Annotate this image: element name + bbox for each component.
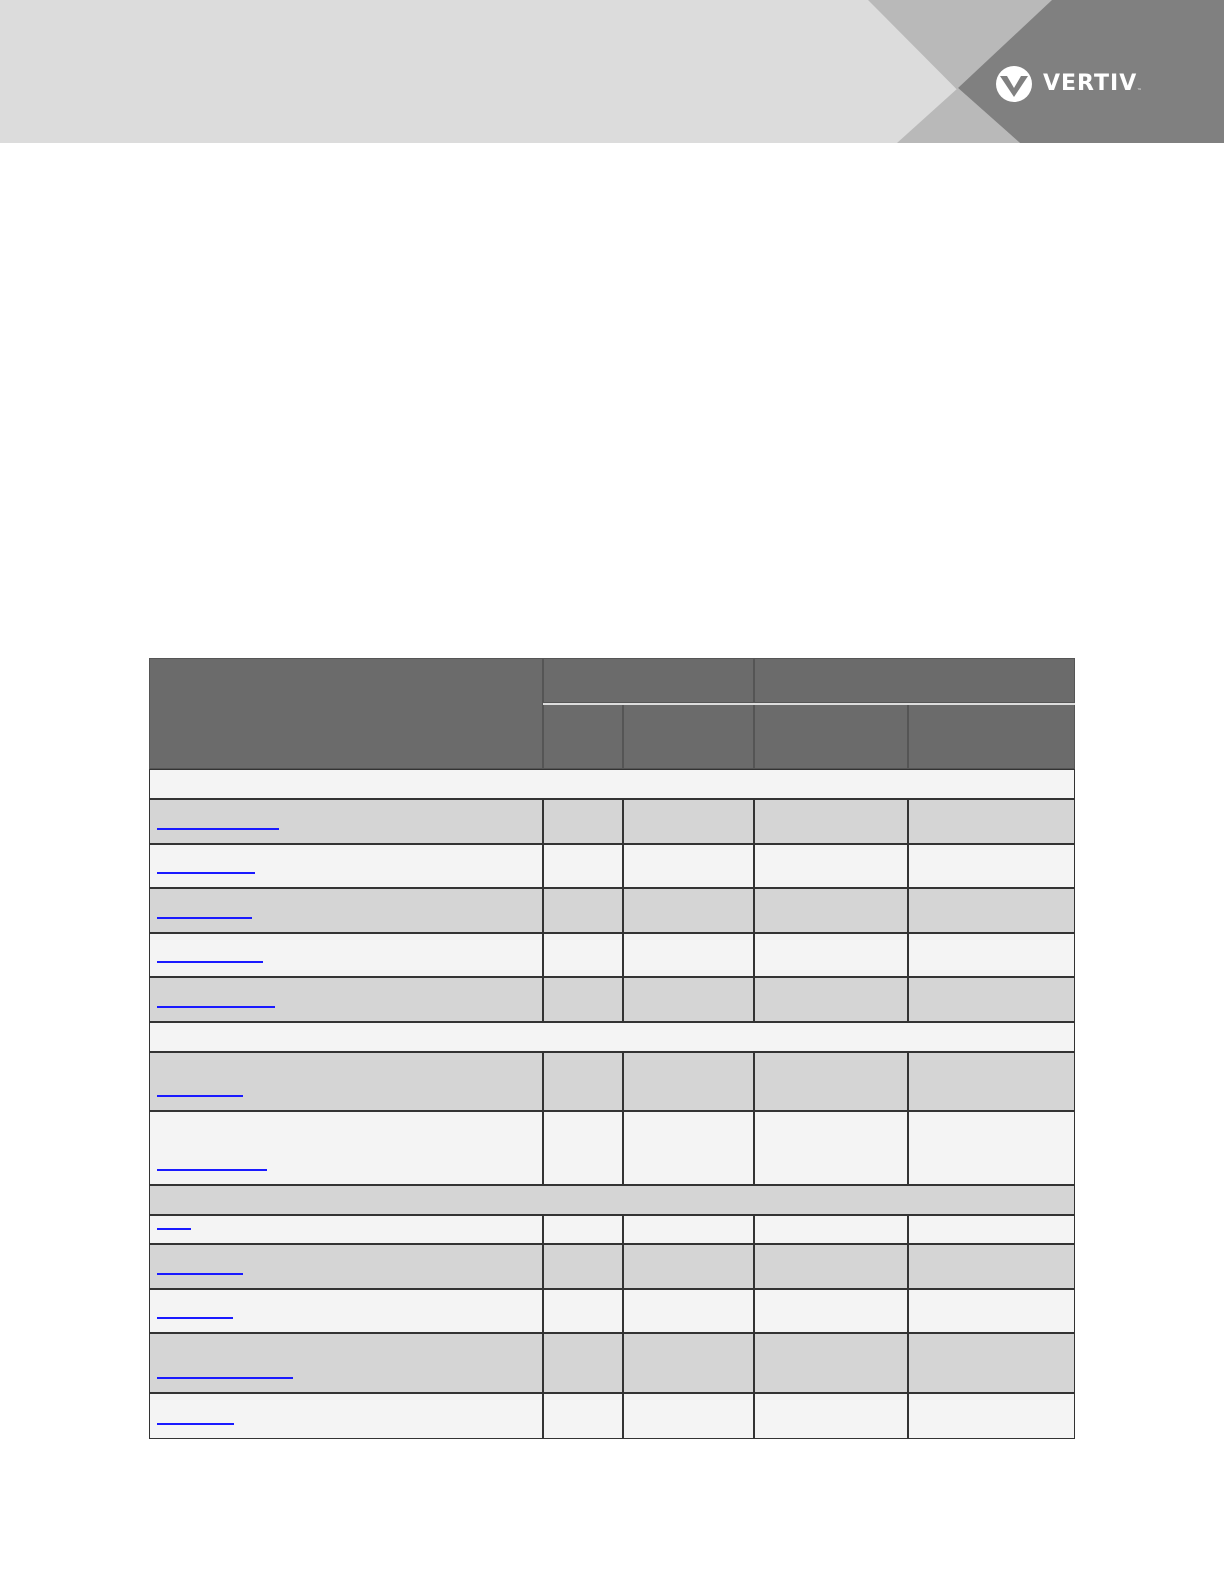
table-row-value-cell bbox=[908, 1333, 1075, 1393]
table-row-link[interactable] bbox=[157, 1228, 191, 1230]
table-row-link[interactable] bbox=[157, 1095, 243, 1097]
table-row-link[interactable] bbox=[157, 1006, 275, 1008]
page-banner bbox=[0, 0, 1224, 143]
table-row-label-cell bbox=[149, 1393, 543, 1439]
table-row-value-cell bbox=[543, 1215, 623, 1244]
table-row-value-cell bbox=[543, 1393, 623, 1439]
table-row-link[interactable] bbox=[157, 1317, 233, 1319]
trademark-symbol: ™ bbox=[1137, 88, 1142, 94]
table-row-value-cell bbox=[908, 1244, 1075, 1289]
table-row-value-cell bbox=[754, 1215, 908, 1244]
table-row-link[interactable] bbox=[157, 1273, 243, 1275]
table-row-value-cell bbox=[754, 1393, 908, 1439]
table-row-value-cell bbox=[754, 1244, 908, 1289]
table-row-value-cell bbox=[754, 799, 908, 844]
table-row-value-cell bbox=[754, 1333, 908, 1393]
table-header-group-1 bbox=[543, 658, 754, 703]
table-row-value-cell bbox=[908, 844, 1075, 888]
table-row-value-cell bbox=[908, 1393, 1075, 1439]
table-row-label-cell bbox=[149, 1215, 543, 1244]
table-row-link[interactable] bbox=[157, 917, 252, 919]
table-row-value-cell bbox=[754, 888, 908, 933]
table-row-value-cell bbox=[623, 977, 754, 1022]
vertiv-logo-icon bbox=[994, 66, 1034, 102]
table-row-value-cell bbox=[543, 933, 623, 977]
table-row-link[interactable] bbox=[157, 828, 279, 830]
table-row-label-cell bbox=[149, 933, 543, 977]
table-row-value-cell bbox=[754, 1052, 908, 1111]
table-row-value-cell bbox=[908, 1052, 1075, 1111]
table-row-value-cell bbox=[543, 1052, 623, 1111]
table-row-value-cell bbox=[543, 977, 623, 1022]
table-row-value-cell bbox=[754, 844, 908, 888]
table-row-value-cell bbox=[623, 888, 754, 933]
table-section-row bbox=[149, 1022, 1075, 1052]
table-row-link[interactable] bbox=[157, 1169, 267, 1171]
table-row-value-cell bbox=[543, 844, 623, 888]
table-row-value-cell bbox=[908, 1289, 1075, 1333]
table-row-value-cell bbox=[623, 1052, 754, 1111]
table-row-label-cell bbox=[149, 888, 543, 933]
vertiv-logo-wordmark: VERTIV bbox=[1043, 71, 1138, 96]
table-row-value-cell bbox=[623, 1244, 754, 1289]
table-section-row bbox=[149, 769, 1075, 799]
table-row-value-cell bbox=[543, 888, 623, 933]
table-row-link[interactable] bbox=[157, 1423, 234, 1425]
table-header-subcolumn bbox=[543, 703, 623, 769]
table-row-value-cell bbox=[754, 1111, 908, 1185]
table-row-value-cell bbox=[908, 977, 1075, 1022]
table-row-value-cell bbox=[623, 1333, 754, 1393]
table-row-link[interactable] bbox=[157, 1377, 293, 1379]
table-row-label-cell bbox=[149, 844, 543, 888]
table-row-value-cell bbox=[543, 799, 623, 844]
table-row-link[interactable] bbox=[157, 961, 263, 963]
table-row-value-cell bbox=[908, 1111, 1075, 1185]
table-row-value-cell bbox=[543, 1289, 623, 1333]
table-row-label-cell bbox=[149, 1052, 543, 1111]
table-row-label-cell bbox=[149, 1244, 543, 1289]
table-row-label-cell bbox=[149, 1289, 543, 1333]
table-row-link[interactable] bbox=[157, 872, 255, 874]
table-row-value-cell bbox=[908, 1215, 1075, 1244]
table-header-group-2 bbox=[754, 658, 1075, 703]
table-row-value-cell bbox=[543, 1111, 623, 1185]
table-row-value-cell bbox=[623, 844, 754, 888]
table-row-value-cell bbox=[908, 888, 1075, 933]
table-row-value-cell bbox=[623, 1215, 754, 1244]
table-row-label-cell bbox=[149, 1333, 543, 1393]
table-row-value-cell bbox=[754, 1289, 908, 1333]
table-section-row bbox=[149, 1185, 1075, 1215]
table-row-value-cell bbox=[623, 1111, 754, 1185]
table-row-value-cell bbox=[623, 1393, 754, 1439]
table-header-cell-label bbox=[149, 658, 543, 769]
table-row-value-cell bbox=[908, 933, 1075, 977]
table-row-label-cell bbox=[149, 977, 543, 1022]
table-header-subcolumn bbox=[908, 703, 1075, 769]
table-row-value-cell bbox=[908, 799, 1075, 844]
table-row-value-cell bbox=[754, 977, 908, 1022]
header-separator bbox=[543, 703, 1075, 705]
table-row-value-cell bbox=[623, 1289, 754, 1333]
table-row-label-cell bbox=[149, 1111, 543, 1185]
table-row-label-cell bbox=[149, 799, 543, 844]
table-row-value-cell bbox=[754, 933, 908, 977]
table-row-value-cell bbox=[623, 933, 754, 977]
table-row-value-cell bbox=[543, 1333, 623, 1393]
table-row-value-cell bbox=[623, 799, 754, 844]
table-row-value-cell bbox=[543, 1244, 623, 1289]
table-header-subcolumn bbox=[754, 703, 908, 769]
table-header-subcolumn bbox=[623, 703, 754, 769]
